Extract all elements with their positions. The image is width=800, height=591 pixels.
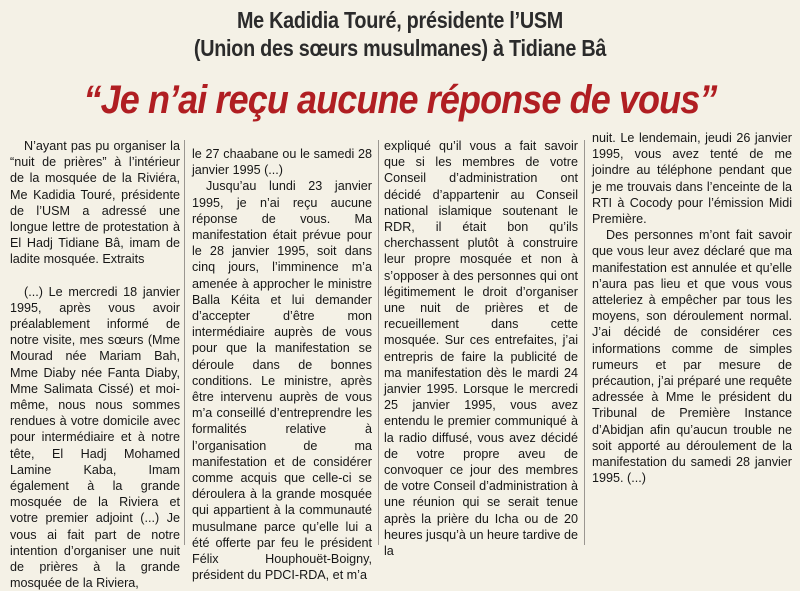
text-column-4: [592, 130, 792, 486]
text-column-1: [10, 138, 180, 591]
column-divider: [184, 140, 185, 545]
body-paragraph: Des personnes m’ont fait savoir que vous leur avez déclaré que ma manifestation est annulée et qu’elle n’aura pas lieu et que vous vous atteleriez à empêcher par tous les moyens, son déroulement normal. J’ai décidé de considérer ces informations comme de simples rumeurs et par mesure de précaution, j’ai préparé une requête adressée à Mme le président du Tribunal de Première Instance d’Abidjan afin qu’aucun trouble ne soit apporté au déroulement de la manifestation du samedi 28 janvier 1995. (...): [592, 228, 792, 486]
body-paragraph: expliqué qu’il vous a fait savoir que si les membres de votre Conseil d’administration ont décidé d’appartenir au Conseil national islamique soutenant le RDR, il était bon qu’ils cherchassent plutôt à construire leur propre mosquée et non à s’opposer à des personnes qui ont légitimement le droit d’organiser une nuit de prières et de recueillement dans cette mosquée. Sur ces entrefaites, j’ai entrepris de faire la publicité de ma manifestation dès le mardi 24 janvier 1995. Lorsque le mercredi 25 janvier 1995, vous avez entendu le premier communiqué à la radio diffusé, vous avez décidé de votre propre aveu de convoquer ce jour des membres de votre Conseil d’administration à une réunion qui se serait tenue après la prière du Icha ou de 20 heures jusqu’à un heure tardive de la: [384, 139, 578, 559]
article-kicker: [56, 6, 744, 62]
kicker-line-2: (Union des sœurs musulmanes) à Tidiane Bâ: [193, 35, 607, 61]
text-column-3: [384, 138, 578, 559]
intro-paragraph: N’ayant pas pu organiser la “nuit de prières” à l’intérieur de la mosquée de la Riviéra, Me Kadidia Touré, présidente de l’USM a adressé une longue lettre de protestation à El Hadj Tidiane Bâ, imam de ladite mosquée. Extraits: [10, 139, 180, 267]
kicker-line-1: Me Kadidia Touré, présidente l’USM: [236, 7, 564, 33]
article-headline: “Je n’ai reçu aucune réponse de vous”: [83, 78, 717, 122]
body-paragraph: (...) Le mercredi 18 janvier 1995, après vous avoir préalablement informé de notre visite, mes sœurs (Mme Mourad née Mariam Bah, Mme Diaby née Fanta Diaby, Mme Salimata Cissé) et moi-même, nous nous sommes rendues à votre domicile avec pour intermédiaire et à notre tête, El Hadj Mohamed Lamine Kaba, Imam également à la grande mosquée de la Riviera et votre premier adjoint (...) Je vous ai fait part de notre intention d’organiser une nuit de prières à la grande mosquée de la Riviera,: [10, 284, 180, 591]
body-paragraph: nuit. Le lendemain, jeudi 26 janvier 1995, vous avez tenté de me joindre au téléphone pendant que je me trouvais dans l’enceinte de la RTI à Cocody pour l’émission Midi Première.: [592, 131, 792, 227]
column-divider: [378, 140, 379, 545]
text-column-2: [192, 146, 372, 583]
body-paragraph: le 27 chaabane ou le samedi 28 janvier 1995 (...): [192, 147, 372, 178]
column-divider: [584, 140, 585, 545]
body-paragraph: Jusqu’au lundi 23 janvier 1995, je n’ai reçu aucune réponse de vous. Ma manifestation était prévue pour le 28 janvier 1995, soit dans cinq jours, l’imminence m’a amenée à approcher le ministre Balla Kéita et lui demander d’accepter d’être mon intermédiaire auprès de vous pour que la manifestation se déroule dans de bonnes conditions. Le ministre, après être intervenu auprès de vous m’a conseillé d’entreprendre les formalités relative à l’organisation de ma manifestation et de considérer comme acquis que celle-ci se déroulera à la grande mosquée qui appartient à la communauté musulmane parce qu’elle lui a été offerte par feu le président Félix Houphouët-Boigny, président du PDCI-RDA, et m’a: [192, 179, 372, 583]
paragraph-gap: [10, 268, 180, 284]
